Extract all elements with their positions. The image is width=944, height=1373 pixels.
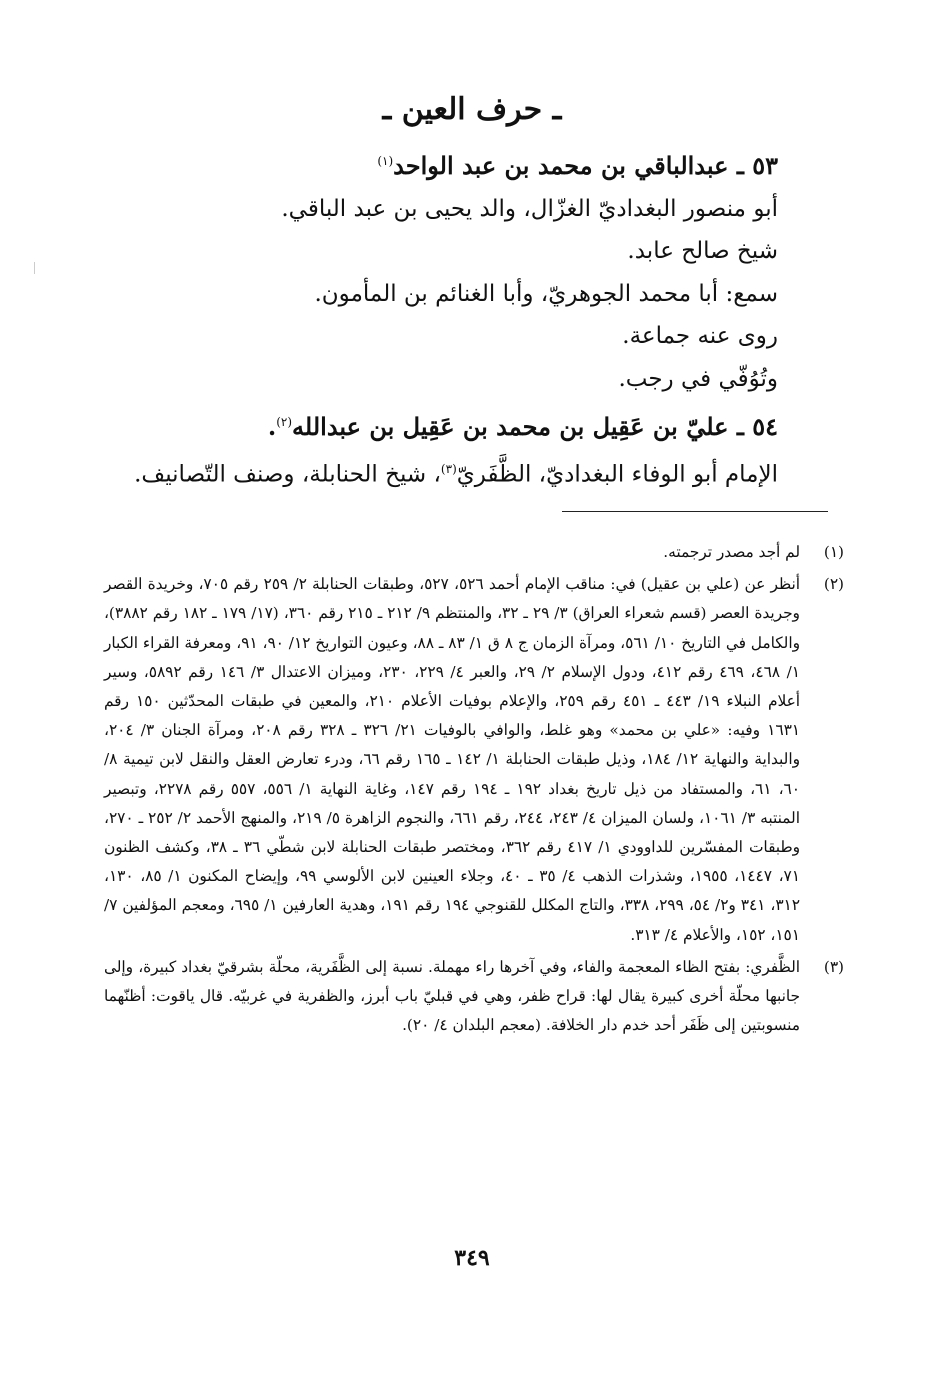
footnote-number: (٣) <box>823 957 844 976</box>
section-title: ـ حرف العين ـ <box>382 92 562 127</box>
footnote-3 <box>104 953 844 1041</box>
entry-53-line: وتُوُفّي في رجب. <box>618 365 778 392</box>
footnote-number: (١) <box>823 543 844 561</box>
main-text <box>118 140 778 496</box>
footnote-ref-3[interactable]: (٣) <box>440 462 457 477</box>
footnote-2 <box>104 570 844 950</box>
footnote-ref-2[interactable]: (٢) <box>276 414 293 429</box>
footnote-ref-1[interactable]: (١) <box>377 154 394 168</box>
footnote-separator <box>562 511 828 512</box>
entry-53-line: روى عنه جماعة. <box>622 323 778 350</box>
entry-54-line: الإمام أبو الوفاء البغداديّ، الظَّفَريّ$^{(٣)}$، شيخ الحنابلة، وصنف التّصانيف. <box>134 461 778 488</box>
entry-53-line: سمع: أبا محمد الجوهريّ، وأبا الغنائم بن المأمون. <box>314 280 778 307</box>
margin-mark <box>34 262 39 274</box>
entry-54-heading: ٥٤ ـ عليّ بن عَقِيل بن محمد بن عَقِيل بن عبدالله$^{(٢)}$. <box>267 411 778 441</box>
footnotes <box>104 538 844 1040</box>
entry-53-heading: ٥٣ ـ عبدالباقي بن محمد بن عبد الواحد$^{(١)}$ <box>377 151 778 180</box>
page-number: ٣٤٩ <box>454 1245 490 1271</box>
entry-53-line: أبو منصور البغداديّ الغزّال، والد يحيى بن عبد الباقي. <box>281 195 778 222</box>
footnote-text: الظَّفري: بفتح الظاء المعجمة والفاء، وفي آخرها راء مهملة. نسبة إلى الظَّفَرية، محلّة بشرقيّ بغداد كبيرة، وإلى جانبها محلّة أخرى كبيرة يقال لها: قراح ظفر، وهي في قبليّ باب أبرز، والظفرية في غربيّه. قال ياقوت: أظنّهما منسوبتين إلى ظَفَر أحد خدم دار الخلافة. (معجم البلدان ٤/ ٢٠). <box>104 957 800 1035</box>
footnote-number: (٢) <box>823 575 844 594</box>
footnote-text: لم أجد مصدر ترجمته. <box>663 543 800 561</box>
footnote-text: أنظر عن (علي بن عقيل) في: مناقب الإمام أحمد ٥٢٦، ٥٢٧، وطبقات الحنابلة ٢/ ٢٥٩ رقم ٧٠٥، وخريدة القصر وجريدة العصر (قسم شعراء العراق) ٣/ ٢٩ ـ ٣٢، والمنتظم ٩/ ٢١٢ ـ ٢١٥ رقم ٣٦٠، (١٧/ ١٧٩ ـ ١٨٢ رقم ٣٨٨٢)، والكامل في التاريخ ١٠/ ٥٦١، ومرآة الزمان ج ٨ ق ١/ ٨٣ ـ ٨٨، وعيون التواريخ ١٢/ ٩٠، ٩١، ومعرفة القراء الكبار ١/ ٤٦٨، ٤٦٩ رقم ٤١٢، ودول الإسلام ٢/ ٢٩، والعبر ٤/ ٢٢٩، ٢٣٠، وميزان الاعتدال ٣/ ١٤٦ رقم ٥٨٩٢، وسير أعلام النبلاء ١٩/ ٤٤٣ ـ ٤٥١ رقم ٢٥٩، والإعلام بوفيات الأعلام ٢١٠، والمعين في طبقات المحدّثين ١٥٠ رقم ١٦٣١ وفيه: «علي بن محمد» وهو غلط، والوافي بالوفيات ٢١/ ٣٢٦ ـ ٣٢٨ رقم ٢٠٨، ومرآة الجنان ٣/ ٢٠٤، والبداية والنهاية ١٢/ ١٨٤، وذيل طبقات الحنابلة ١/ ١٤٢ ـ ١٦٥ رقم ٦٦، ودرء تعارض العقل والنقل لابن تيمية ٨/ ٦٠، ٦١، والمستفاد من ذيل تاريخ بغداد ١٩٢ ـ ١٩٤ رقم ١٤٧، وغاية النهاية ١/ ٥٥٦، ٥٥٧ رقم ٢٢٧٨، وتبصير المنتبه ٣/ ١٠٦١، ولسان الميزان ٤/ ٢٤٣، ٢٤٤، رقم ٦٦١، والنجوم الزاهرة ٥/ ٢١٩، والمنهج الأحمد ٢/ ٢٥٢ ـ ٢٧٠، وطبقات المفسّرين للداوودي ١/ ٤١٧ رقم ٣٦٢، ومختصر طبقات الحنابلة لابن شطّي ٣٦ ـ ٣٨، وكشف الظنون ٧١، ١٤٤٧، ١٩٥٥، وشذرات الذهب ٤/ ٣٥ ـ ٤٠، وجلاء العينين لابن الألوسي ٩٩، وإيضاح المكنون ١/ ٨٥، ١٣٠، ٣١٢، ٣٤١ و٢/ ٥٤، ٢٩٩، ٣٣٨، والتاج المكلل للقنوجي ١٩٤ رقم ١٩١، وهدية العارفين ١/ ٦٩٥، ومعجم المؤلفين ٧/ ١٥١، ١٥٢، والأعلام ٤/ ٣١٣. <box>104 575 801 944</box>
footnote-1 <box>104 538 844 567</box>
entry-53-line: شيخ صالح عابد. <box>627 238 778 265</box>
